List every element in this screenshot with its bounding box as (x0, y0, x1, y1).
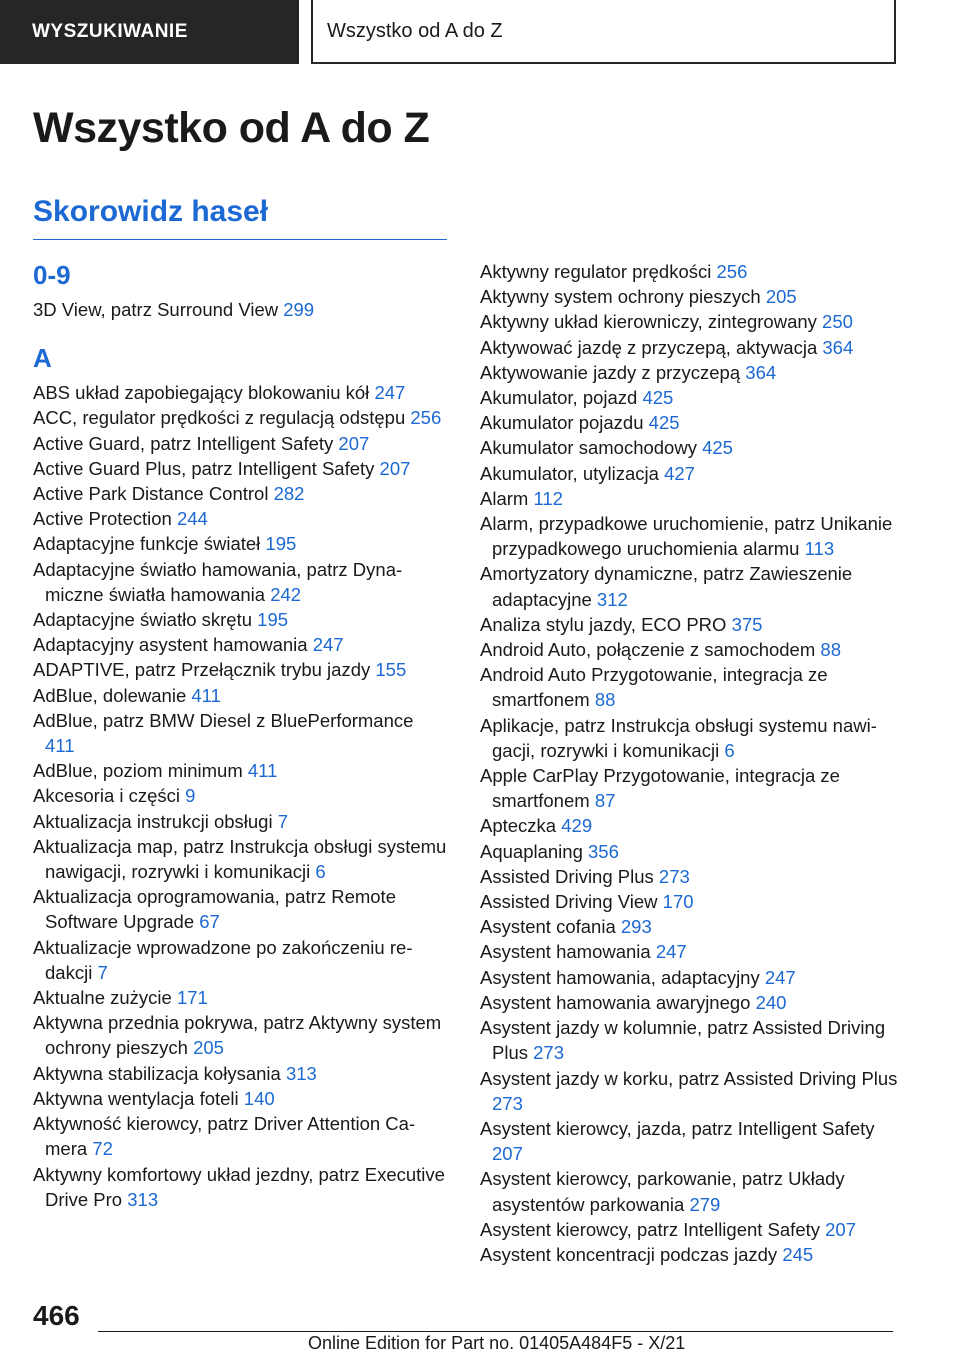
index-entry (33, 607, 447, 632)
section-divider (33, 239, 447, 240)
index-entry (33, 380, 447, 405)
index-entry-text: Asystent kierowcy, patrz Intelligent Safety (480, 1218, 826, 1240)
index-entry-text: Aktualne zużycie (33, 987, 177, 1009)
index-entry-text: Amortyzatory dynamiczne, patrz Zawieszenie adaptacyjne (480, 563, 853, 610)
index-entry (480, 1166, 900, 1216)
page-reference-link[interactable]: 411 (45, 735, 75, 757)
index-entry (33, 405, 447, 430)
index-entry-text: Adaptacyjne światło hamowania, patrz Dynamiczne światła hamowania (33, 558, 403, 605)
index-entry (33, 481, 447, 506)
index-entry-text: Aktywna wentylacja foteli (33, 1087, 244, 1109)
index-entry-text: Apteczka (480, 815, 562, 837)
page-reference-link[interactable]: 205 (765, 286, 797, 308)
index-entry-text: Aktualizacja map, patrz Instrukcja obsługi systemu nawigacji, rozrywki i komunikacji (33, 835, 447, 883)
index-entry-text: Active Guard Plus, patrz Intelligent Safety (33, 457, 380, 479)
index-entry-text: 3D View, patrz Surround View (33, 299, 284, 320)
index-entry (480, 662, 900, 712)
group-spacer (33, 322, 447, 336)
page-reference-link[interactable]: 375 (731, 613, 763, 635)
page-reference-link[interactable]: 240 (755, 991, 787, 1013)
index-entry-text: Asystent cofania (480, 916, 621, 938)
page-reference-link[interactable]: 247 (312, 634, 344, 656)
section-tab[interactable]: WYSZUKIWANIE (0, 0, 299, 64)
page-reference-link[interactable]: 356 (588, 840, 619, 862)
index-entry-text: Active Guard, patrz Intelligent Safety (33, 432, 339, 454)
page-reference-link[interactable]: 245 (782, 1243, 814, 1265)
page-reference-link[interactable]: 113 (804, 538, 835, 560)
page-reference-link[interactable]: 195 (257, 609, 289, 631)
page-reference-link[interactable]: 247 (655, 941, 687, 963)
page-reference-link[interactable]: 247 (764, 966, 796, 988)
page-reference-link[interactable]: 170 (662, 891, 694, 913)
index-entry (480, 360, 900, 385)
page-reference-link[interactable]: 7 (97, 961, 108, 983)
index-entry-text: Asystent hamowania awaryjnego (480, 991, 756, 1013)
index-entry-text: Aktywować jazdę z przyczepą, aktywacja (480, 336, 823, 358)
page-reference-link[interactable]: 429 (561, 815, 593, 837)
index-entry (480, 259, 900, 284)
page-reference-link[interactable]: 293 (620, 916, 652, 938)
index-entry (33, 456, 447, 481)
index-entry (480, 763, 900, 813)
index-entry (33, 297, 447, 322)
index-entry (33, 632, 447, 657)
page-reference-link[interactable]: 364 (822, 336, 854, 358)
index-entry (480, 889, 900, 914)
page-reference-link[interactable]: 273 (658, 865, 690, 887)
index-entry (480, 839, 900, 864)
page-reference-link[interactable]: 195 (265, 533, 297, 555)
index-entry-text: Asystent hamowania, adaptacyjny (480, 966, 765, 988)
page-reference-link[interactable]: 299 (283, 299, 315, 320)
page-reference-link[interactable]: 312 (596, 588, 628, 610)
index-entry (480, 410, 900, 435)
page-reference-link[interactable]: 256 (716, 261, 748, 282)
index-entry-text: Aktywność kierowcy, patrz Driver Attention Camera (33, 1113, 416, 1160)
page-reference-link[interactable]: 112 (533, 487, 563, 509)
page-reference-link[interactable]: 207 (338, 432, 370, 454)
page-reference-link[interactable]: 282 (273, 483, 305, 505)
page-reference-link[interactable]: 425 (702, 437, 733, 459)
index-entry-text: Aktywny układ kierowniczy, zintegrowany (480, 311, 823, 333)
index-entry (480, 637, 900, 662)
index-entry (480, 612, 900, 637)
page-reference-link[interactable]: 273 (533, 1042, 565, 1064)
index-entry-text: Active Park Distance Control (33, 483, 274, 505)
index-entry (33, 834, 447, 884)
index-entry (33, 884, 447, 934)
index-entry (33, 431, 447, 456)
page-reference-link[interactable]: 242 (270, 583, 302, 605)
index-entry-text: Asystent jazdy w korku, patrz Assisted Driving Plus (480, 1067, 898, 1089)
footer-divider (98, 1331, 893, 1332)
page-reference-link[interactable]: 207 (825, 1218, 857, 1240)
index-entry (480, 309, 900, 334)
index-entry-text: Aktywny regulator prędkości (480, 261, 717, 282)
page-reference-link[interactable]: 250 (822, 311, 853, 333)
page-reference-link[interactable]: 207 (379, 457, 411, 479)
index-entry-text: Akcesoria i części (33, 785, 186, 807)
index-entry-text: Akumulator pojazdu (480, 412, 649, 434)
index-entry-text: Active Protection (33, 508, 177, 530)
index-entry (480, 1116, 900, 1166)
index-entry-text: Aktualizacje wprowadzone po zakończeniu redakcji (33, 936, 413, 983)
index-entry-text: Akumulator, utylizacja (480, 462, 665, 484)
index-entry (480, 284, 900, 309)
index-entry (33, 783, 447, 808)
page-reference-link[interactable]: 313 (127, 1188, 159, 1210)
index-entry (480, 1066, 900, 1116)
page-reference-link[interactable]: 207 (492, 1143, 523, 1165)
index-entry (480, 813, 900, 838)
page-reference-link[interactable]: 313 (285, 1062, 317, 1084)
index-entry (480, 914, 900, 939)
footer-edition: Online Edition for Part no. 01405A484F5 - X/21 (308, 1333, 686, 1353)
page-reference-link[interactable]: 155 (375, 659, 407, 681)
index-entry (480, 385, 900, 410)
group-heading-0-9: 0-9 (33, 260, 71, 290)
index-entry-text: Asystent kierowcy, parkowanie, patrz Układy asystentów parkowania (480, 1168, 845, 1215)
page-reference-link[interactable]: 205 (193, 1037, 224, 1059)
page-reference-link[interactable]: 273 (492, 1092, 523, 1114)
index-entry-text: AdBlue, dolewanie (33, 684, 192, 706)
index-entry-text: Aktualizacja oprogramowania, patrz Remote Software Upgrade (33, 886, 396, 933)
index-entry-text: Assisted Driving Plus (480, 865, 659, 887)
index-entry-text: Adaptacyjne funkcje świateł (33, 533, 266, 555)
index-entry (33, 1061, 447, 1086)
page-reference-link[interactable]: 88 (594, 689, 616, 711)
index-column-right (480, 259, 900, 1267)
index-entry-text: Aktywna przednia pokrywa, patrz Aktywny system ochrony pieszych (33, 1012, 442, 1059)
index-entry-text: Aktualizacja instrukcji obsługi (33, 810, 278, 832)
header-bar (0, 0, 960, 66)
index-entry (33, 683, 447, 708)
index-entry (480, 965, 900, 990)
page-reference-link[interactable]: 256 (410, 407, 442, 429)
index-entry-text: ABS układ zapobiegający blokowaniu kół (33, 382, 375, 404)
index-entry (480, 335, 900, 360)
index-list-a-continued (480, 259, 900, 1267)
index-entry (33, 1111, 447, 1161)
index-entry-text: Aktywny komfortowy układ jezdny, patrz Executive Drive Pro (33, 1163, 445, 1210)
index-entry-text: Alarm, przypadkowe uruchomienie, patrz Unikanie przypadkowego uruchomienia alarmu (480, 513, 893, 560)
index-entry (480, 864, 900, 889)
index-entry (480, 713, 900, 763)
index-entry-text: ADAPTIVE, patrz Przełącznik trybu jazdy (33, 659, 376, 681)
index-entry-text: Alarm (480, 487, 534, 509)
section-title: Skorowidz haseł (33, 195, 269, 228)
index-entry-text: Asystent hamowania (480, 941, 656, 963)
page-reference-link[interactable]: 364 (745, 361, 777, 383)
index-entry-text: Aplikacje, patrz Instrukcja obsługi systemu nawigacji, rozrywki i komunikacji (480, 714, 877, 761)
index-list-0-9 (33, 297, 447, 322)
index-entry-text: Adaptacyjny asystent hamowania (33, 634, 313, 656)
index-entry-text: Android Auto, połączenie z samochodem (480, 639, 821, 661)
index-list-a (33, 380, 447, 1212)
index-entry-text: Apple CarPlay Przygotowanie, integracja ze smartfonem (480, 765, 840, 812)
page-reference-link[interactable]: 6 (724, 739, 735, 761)
index-entry (480, 511, 900, 561)
index-entry-text: Assisted Driving View (480, 891, 663, 913)
index-entry-text: Adaptacyjne światło skrętu (33, 609, 258, 631)
page-reference-link[interactable]: 425 (648, 412, 680, 434)
index-entry (33, 531, 447, 556)
index-entry (480, 435, 900, 460)
index-entry (33, 1162, 447, 1212)
page-reference-link[interactable]: 6 (315, 861, 326, 883)
index-entry-text: Android Auto Przygotowanie, integracja ze smartfonem (480, 664, 828, 711)
page-reference-link[interactable]: 72 (92, 1138, 113, 1160)
page-title: Wszystko od A do Z (33, 104, 430, 152)
index-entry-text: Akumulator samochodowy (480, 437, 703, 459)
index-entry-text: Aktywna stabilizacja kołysania (33, 1062, 286, 1084)
index-entry (480, 486, 900, 511)
page-reference-link[interactable]: 279 (689, 1193, 721, 1215)
index-entry (33, 809, 447, 834)
index-entry (33, 506, 447, 531)
index-entry (480, 939, 900, 964)
index-entry-text: Asystent koncentracji podczas jazdy (480, 1243, 783, 1265)
index-entry-text: Aquaplaning (480, 840, 589, 862)
page-reference-link[interactable]: 7 (277, 810, 289, 832)
index-entry (33, 985, 447, 1010)
index-entry (480, 1217, 900, 1242)
page-reference-link[interactable]: 87 (594, 790, 616, 812)
index-entry-text: Aktywowanie jazdy z przyczepą (480, 361, 746, 383)
page-reference-link[interactable]: 171 (176, 987, 208, 1009)
page-reference-link[interactable]: 411 (247, 760, 278, 782)
index-entry (33, 657, 447, 682)
page-reference-link[interactable]: 88 (820, 639, 841, 661)
index-entry (33, 557, 447, 607)
index-entry-text: Aktywny system ochrony pieszych (480, 286, 766, 308)
index-entry (33, 708, 447, 758)
page-reference-link[interactable]: 244 (176, 508, 208, 530)
page-reference-link[interactable]: 9 (185, 785, 196, 807)
index-entry (33, 758, 447, 783)
index-entry (33, 1010, 447, 1060)
index-entry (33, 935, 447, 985)
index-entry-text: Analiza stylu jazdy, ECO PRO (480, 613, 732, 635)
index-entry-text: ACC, regulator prędkości z regulacją odstępu (33, 407, 411, 429)
index-entry (480, 1015, 900, 1065)
page-number: 466 (33, 1300, 80, 1331)
index-entry-text: Asystent jazdy w kolumnie, patrz Assisted Driving Plus (480, 1017, 886, 1064)
index-entry (480, 1242, 900, 1267)
index-column-left (33, 253, 447, 1212)
index-entry (480, 461, 900, 486)
page-reference-link[interactable]: 411 (191, 684, 221, 706)
index-entry (33, 1086, 447, 1111)
index-entry-text: Akumulator, pojazd (480, 387, 643, 409)
index-entry-text: Asystent kierowcy, jazda, patrz Intelligent Safety (480, 1117, 875, 1139)
page-reference-link[interactable]: 140 (243, 1087, 275, 1109)
group-heading-a: A (33, 343, 52, 374)
index-entry (480, 561, 900, 611)
page-reference-link[interactable]: 247 (374, 382, 406, 404)
page-reference-link[interactable]: 67 (199, 911, 220, 933)
page-reference-link[interactable]: 427 (664, 462, 695, 484)
page-reference-link[interactable]: 425 (642, 387, 674, 409)
breadcrumb: Wszystko od A do Z (311, 0, 896, 64)
index-entry-text: AdBlue, poziom minimum (33, 760, 248, 782)
index-entry-text: AdBlue, patrz BMW Diesel z BluePerformance (33, 709, 414, 731)
index-entry (480, 990, 900, 1015)
